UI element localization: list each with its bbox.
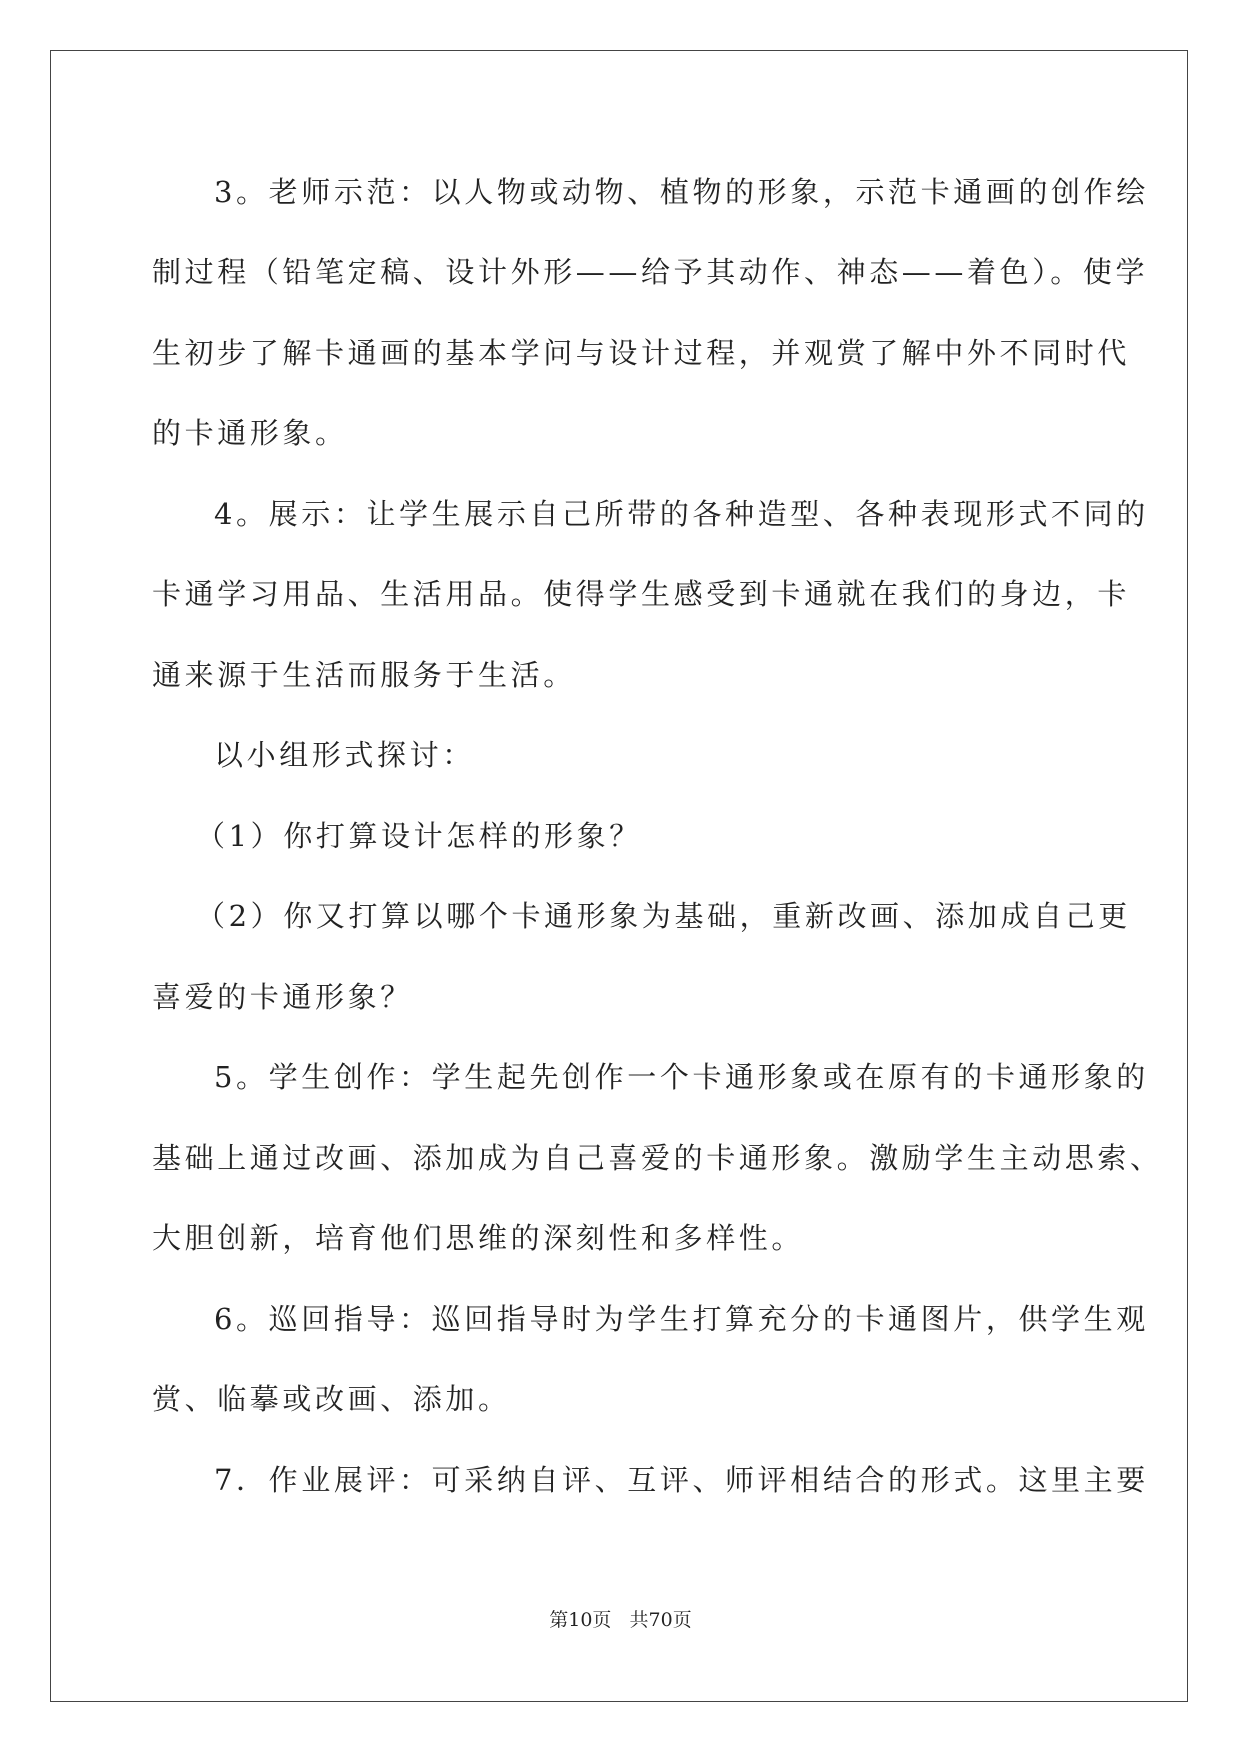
paragraph-5-line-3: 大胆创新，培育他们思维的深刻性和多样性。 xyxy=(152,1221,805,1255)
question-2-line-2: 喜爱的卡通形象？ xyxy=(152,980,413,1014)
question-2-line-1: （2）你又打算以哪个卡通形象为基础，重新改画、添加成自己更 xyxy=(196,899,1131,933)
paragraph-5-line-1: 5。学生创作：学生起先创作一个卡通形象或在原有的卡通形象的 xyxy=(214,1060,1149,1094)
page-border xyxy=(50,50,1188,1702)
discussion-heading: 以小组形式探讨： xyxy=(214,738,475,772)
paragraph-3-line-1: 3。老师示范：以人物或动物、植物的形象，示范卡通画的创作绘 xyxy=(214,175,1149,209)
paragraph-5-line-2: 基础上通过改画、添加成为自己喜爱的卡通形象。激励学生主动思索、 xyxy=(152,1141,1163,1175)
paragraph-4-line-3: 通来源于生活而服务于生活。 xyxy=(152,658,576,692)
page-number-footer: 第10页 共70页 xyxy=(549,1609,692,1631)
paragraph-6-line-1: 6。巡回指导：巡回指导时为学生打算充分的卡通图片，供学生观 xyxy=(214,1302,1149,1336)
paragraph-3-line-3: 生初步了解卡通画的基本学问与设计过程，并观赏了解中外不同时代 xyxy=(152,336,1131,370)
paragraph-3-line-2: 制过程（铅笔定稿、设计外形——给予其动作、神态——着色）。使学 xyxy=(152,255,1149,289)
paragraph-7-line-1: 7．作业展评：可采纳自评、互评、师评相结合的形式。这里主要 xyxy=(214,1463,1149,1497)
paragraph-3-line-4: 的卡通形象。 xyxy=(152,416,348,450)
paragraph-4-line-2: 卡通学习用品、生活用品。使得学生感受到卡通就在我们的身边，卡 xyxy=(152,577,1131,611)
paragraph-6-line-2: 赏、临摹或改画、添加。 xyxy=(152,1382,511,1416)
paragraph-4-line-1: 4。展示：让学生展示自己所带的各种造型、各种表现形式不同的 xyxy=(214,497,1149,531)
question-1: （1）你打算设计怎样的形象？ xyxy=(196,819,642,853)
